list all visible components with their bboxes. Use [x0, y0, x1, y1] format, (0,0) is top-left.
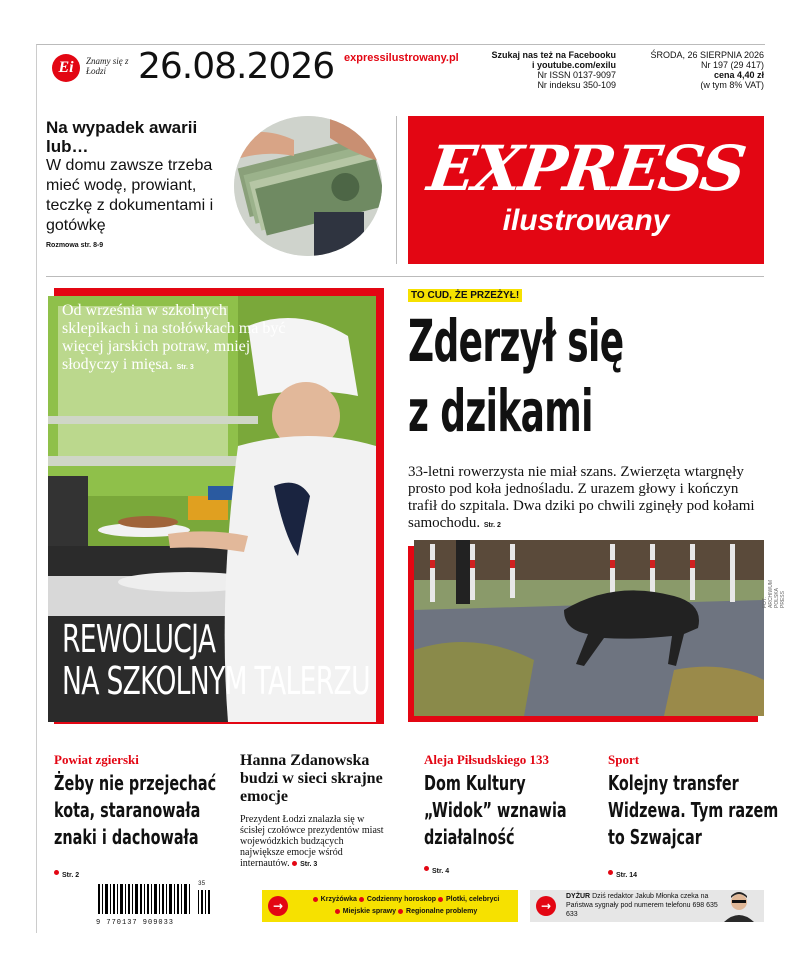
lead-headline-line1: REWOLUCJA	[62, 617, 216, 661]
bullet-icon	[424, 866, 429, 871]
column-3[interactable]	[424, 752, 594, 851]
main-kicker: TO CUD, ŻE PRZEŻYŁ!	[408, 289, 522, 302]
column-2-body: Prezydent Łodzi znalazła się w ścisłej czołówce prezydentów miast wojewódzkich budzących największe emocje wśród internautów. Str. 3	[240, 814, 384, 869]
facebook-line: Szukaj nas też na Facebooku	[491, 50, 616, 60]
issue-date: 26.08.2026	[138, 46, 335, 87]
bullet-icon	[438, 897, 443, 902]
lead-intro	[62, 302, 298, 374]
lead-headline[interactable]	[62, 618, 370, 702]
lead-headline-line2: NA SZKOLNYM TALERZU	[62, 659, 370, 703]
column-3-ref: Str. 4	[424, 860, 504, 878]
bullet-icon	[398, 909, 403, 914]
brand-subname: ilustrowany	[502, 204, 670, 237]
issue-number: Nr 197 (29 417)	[700, 60, 764, 70]
duty-label: DYŻUR	[566, 893, 591, 900]
column-1-headline: Żeby nie przejechać kota, staranowała znaki i dachowała	[54, 771, 217, 849]
issue-info	[630, 50, 764, 90]
issn: Nr ISSN 0137-9097	[537, 70, 616, 80]
duty-text: DYŻUR Dziś redaktor Jakub Młonka czeka na Państwa sygnały pod numerem telefonu 698 635 633	[566, 893, 718, 918]
bullet-icon	[292, 861, 297, 866]
boar-photo[interactable]	[414, 540, 764, 716]
features-list: Krzyżówka Codzienny horoskop Plotki, celebryci Miejskie sprawy Regionalne problemy	[298, 894, 514, 918]
arrow-right-icon: →	[268, 896, 288, 916]
barcode-icon	[96, 884, 214, 914]
main-lead	[408, 464, 766, 532]
main-headline[interactable]	[408, 306, 755, 446]
column-1-ref: Str. 2	[54, 864, 134, 882]
website-link[interactable]: expressilustrowany.pl	[344, 52, 459, 64]
column-4-section: Sport	[608, 752, 640, 767]
bullet-icon	[313, 897, 318, 902]
main-lead-text: 33-letni rowerzysta nie miał szans. Zwierzęta wtargnęły prosto pod koła jednośladu. Z urazem głowy i kończyn trafił do szpitala. Dwa dziki po chwili zginęły pod kołami samochodu.	[408, 464, 755, 531]
duty-phone: 698 635 633	[566, 902, 718, 918]
teaser-text: W domu zawsze trzeba mieć wodę, prowiant, teczkę z dokumentami i gotówkę	[46, 157, 214, 234]
editor-avatar	[720, 890, 758, 922]
index-number: Nr indeksu 350-109	[537, 80, 616, 90]
bullet-icon	[335, 909, 340, 914]
logo-ei: Ei	[52, 54, 80, 82]
lead-intro-text: Od września w szkolnych sklepikach i na stołówkach ma być więcej jarskich potraw, mniej słodyczy i mięsa.	[62, 302, 286, 373]
price: cena 4,40 zł	[713, 70, 764, 80]
social-info	[480, 50, 616, 90]
arrow-right-icon: →	[536, 896, 556, 916]
wild-boar-image	[414, 540, 764, 716]
divider	[396, 116, 397, 264]
column-1-section: Powiat zgierski	[54, 752, 139, 767]
column-3-headline: Dom Kultury „Widok” wznawia działalność	[424, 771, 567, 849]
brand-name: EXPRESS	[423, 132, 749, 205]
teaser-ref: Rozmowa str. 8-9	[46, 242, 104, 249]
main-lead-ref: Str. 2	[483, 522, 501, 529]
weekday-date: ŚRODA, 26 SIERPNIA 2026	[650, 50, 764, 60]
bullet-icon	[608, 870, 613, 875]
photo-credit: FOT. ARCHIWUM POLSKA PRESS	[762, 579, 786, 608]
barcode-number: 9 770137 909033	[96, 919, 175, 927]
features-bar[interactable]	[262, 890, 518, 922]
teaser-title[interactable]: Na wypadek awarii lub…	[46, 118, 198, 156]
youtube-line: i youtube.com/exilu	[531, 60, 616, 70]
column-4-headline: Kolejny transfer Widzewa. Tym razem to Szwajcar	[608, 771, 779, 849]
column-4-ref: Str. 14	[608, 864, 688, 882]
brand-logo	[408, 116, 764, 264]
vat: (w tym 8% VAT)	[700, 80, 764, 90]
column-1[interactable]	[54, 752, 224, 851]
main-headline-line2: z dzikami	[408, 377, 593, 445]
motto: Znamy się z Łodzi	[86, 56, 129, 76]
column-4[interactable]	[608, 752, 778, 851]
main-headline-line1: Zderzył się	[408, 307, 624, 375]
bullet-icon	[359, 897, 364, 902]
horizontal-rule	[46, 276, 764, 277]
duty-box[interactable]	[530, 890, 764, 922]
money-photo	[234, 116, 382, 256]
column-2-headline: Hanna Zdanowska budzi w sieci skrajne emocje	[240, 752, 383, 805]
lead-intro-ref: Str. 3	[176, 364, 194, 371]
banknotes-image	[234, 116, 382, 256]
column-2[interactable]	[240, 752, 410, 869]
bullet-icon	[54, 870, 59, 875]
barcode	[96, 880, 214, 927]
barcode-addon: 35	[198, 880, 206, 887]
column-3-section: Aleja Piłsudskiego 133	[424, 752, 549, 767]
